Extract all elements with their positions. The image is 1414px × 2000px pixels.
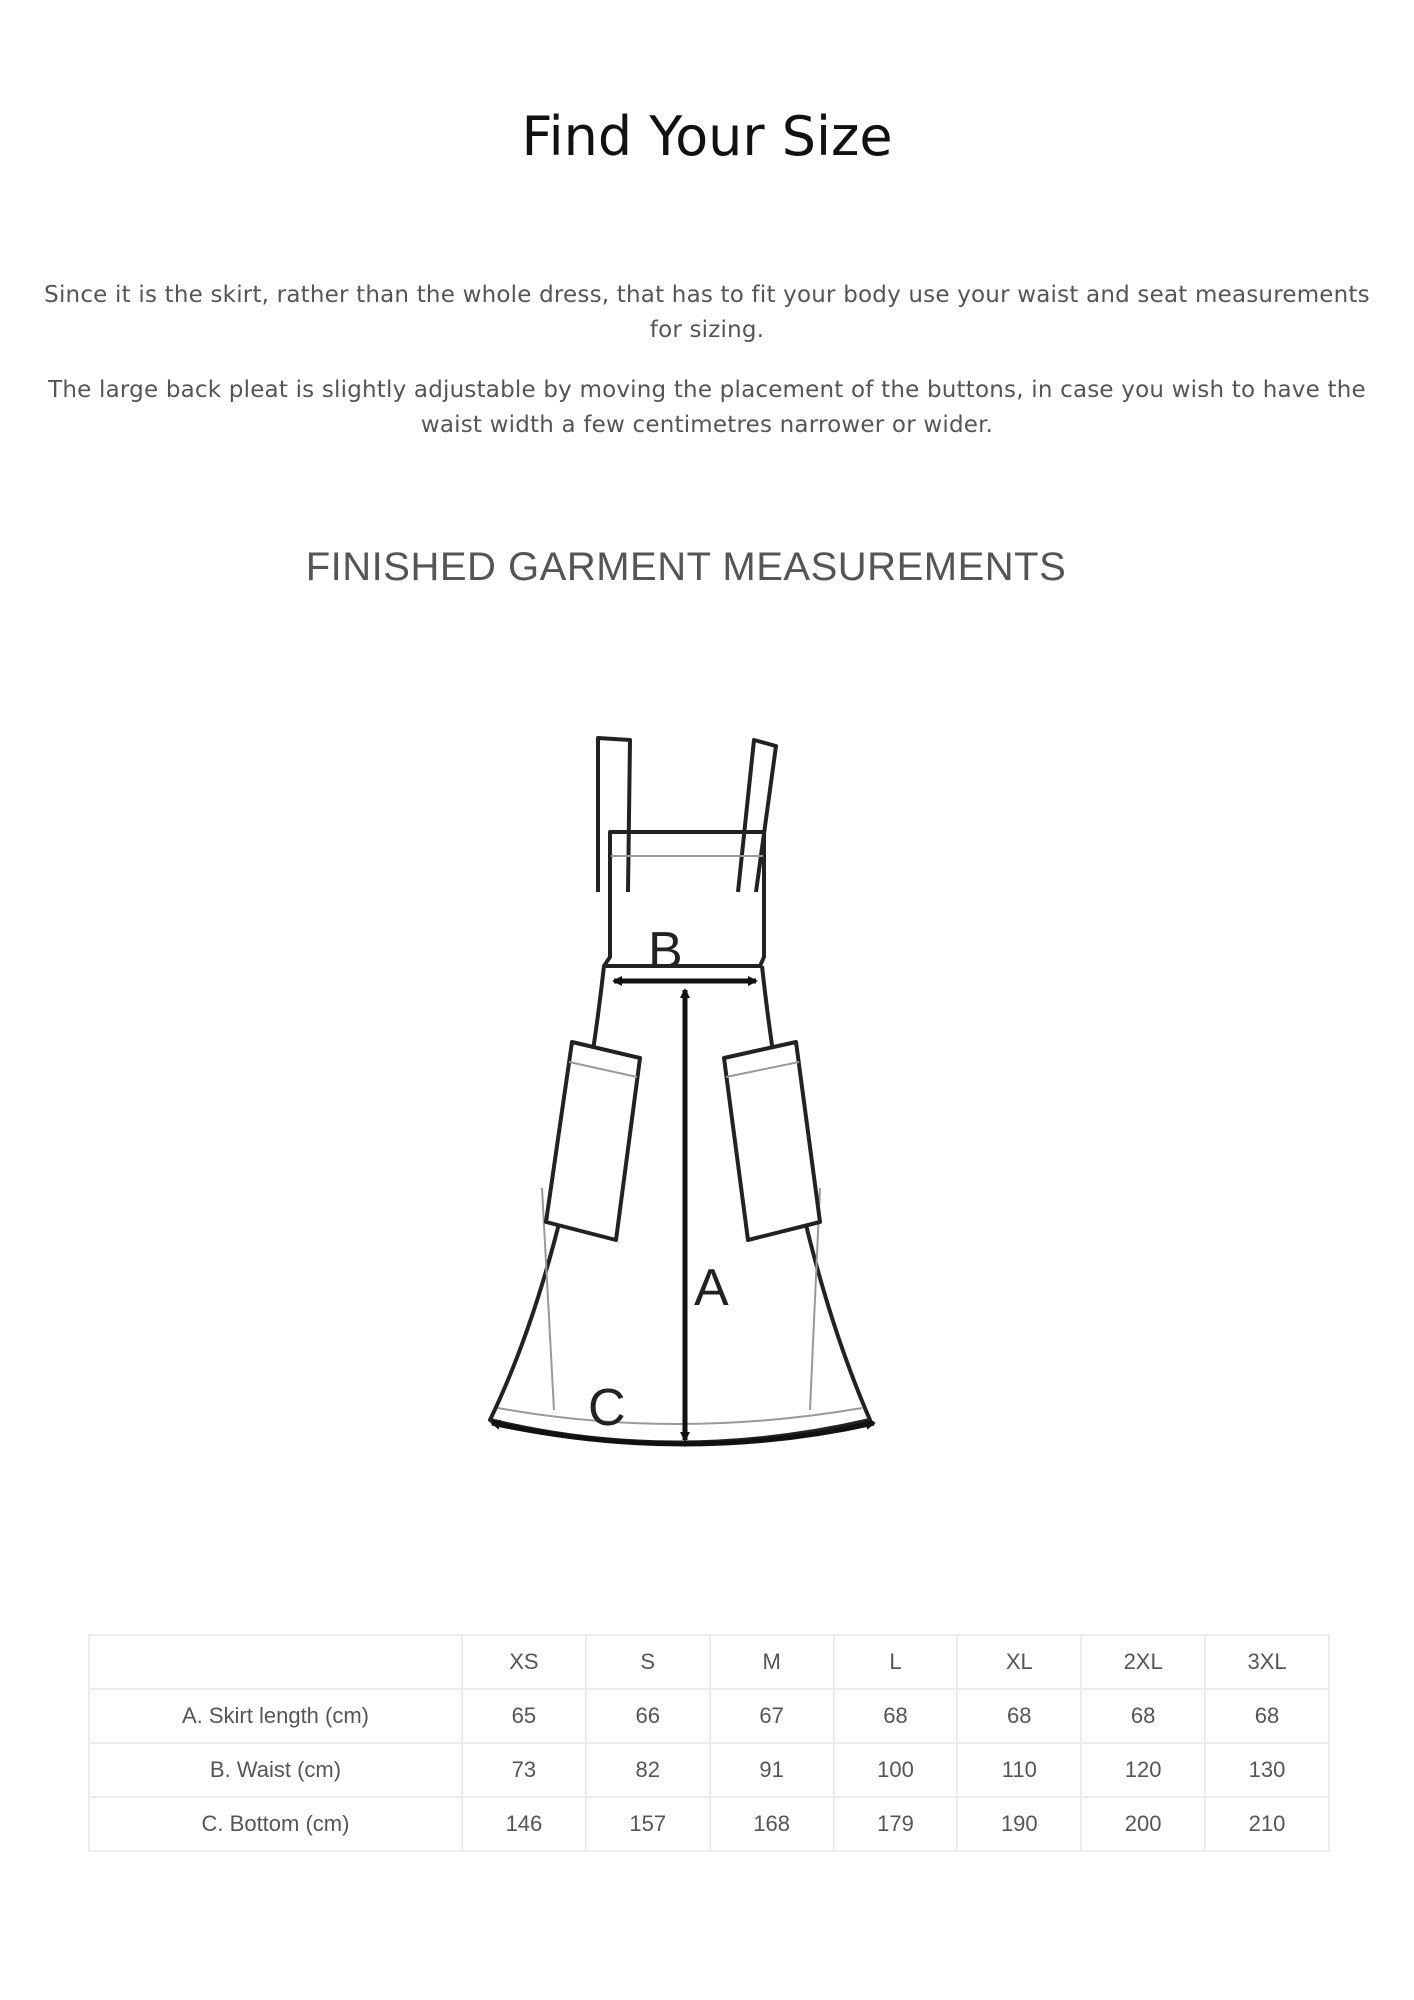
intro-text [38, 278, 1376, 468]
table-header-cell: M [710, 1635, 834, 1689]
left-pocket [546, 1042, 640, 1240]
table-header-cell [89, 1635, 462, 1689]
label-a: A [694, 1259, 729, 1317]
table-cell: 67 [710, 1689, 834, 1743]
table-cell: 168 [710, 1797, 834, 1851]
table-cell: 146 [462, 1797, 586, 1851]
right-pocket [724, 1042, 820, 1240]
table-cell: 200 [1081, 1797, 1205, 1851]
row-label: B. Waist (cm) [89, 1743, 462, 1797]
garment-diagram [470, 720, 910, 1480]
page-title: Find Your Size [521, 105, 893, 168]
table-row [89, 1689, 1329, 1743]
table-cell: 66 [586, 1689, 710, 1743]
table-cell: 179 [834, 1797, 958, 1851]
section-heading: FINISHED GARMENT MEASUREMENTS [305, 545, 1067, 589]
table-row [89, 1797, 1329, 1851]
table-header-cell: XS [462, 1635, 586, 1689]
table-header-cell: 3XL [1205, 1635, 1329, 1689]
table-header-cell: XL [957, 1635, 1081, 1689]
table-cell: 120 [1081, 1743, 1205, 1797]
left-strap [598, 738, 630, 892]
table-row [89, 1743, 1329, 1797]
table-cell: 130 [1205, 1743, 1329, 1797]
row-label: A. Skirt length (cm) [89, 1689, 462, 1743]
table-cell: 68 [957, 1689, 1081, 1743]
table-header-cell: S [586, 1635, 710, 1689]
label-c: C [588, 1379, 626, 1437]
table-cell: 157 [586, 1797, 710, 1851]
table-cell: 68 [834, 1689, 958, 1743]
table-cell: 73 [462, 1743, 586, 1797]
table-cell: 68 [1081, 1689, 1205, 1743]
intro-paragraph-pleat: The large back pleat is slightly adjustable by moving the placement of the buttons, in case you wish to have the waist width a few centimetres narrower or wider. [48, 377, 1366, 438]
table-cell: 65 [462, 1689, 586, 1743]
table-cell: 91 [710, 1743, 834, 1797]
right-strap [738, 740, 776, 892]
table-cell: 110 [957, 1743, 1081, 1797]
table-header-cell: L [834, 1635, 958, 1689]
row-label: C. Bottom (cm) [89, 1797, 462, 1851]
table-cell: 82 [586, 1743, 710, 1797]
intro-paragraph-sizing: Since it is the skirt, rather than the whole dress, that has to fit your body use your waist and seat measurements for sizing. [44, 282, 1370, 343]
table-header-row [89, 1635, 1329, 1689]
size-chart-table [88, 1634, 1330, 1852]
table-cell: 100 [834, 1743, 958, 1797]
table-cell: 210 [1205, 1797, 1329, 1851]
table-cell: 190 [957, 1797, 1081, 1851]
table-cell: 68 [1205, 1689, 1329, 1743]
label-b: B [648, 922, 683, 980]
table-header-cell: 2XL [1081, 1635, 1205, 1689]
pinafore-dress-illustration [470, 720, 910, 1480]
